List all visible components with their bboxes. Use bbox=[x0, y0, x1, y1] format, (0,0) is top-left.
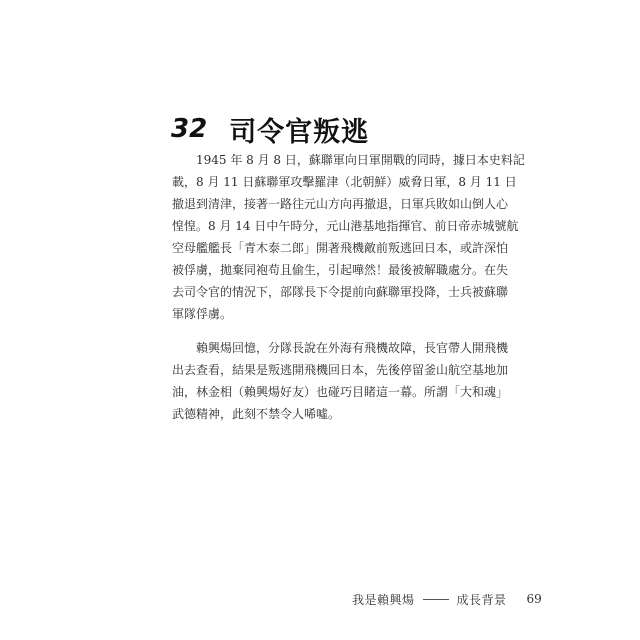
text-line: 油，林金相（賴興煬好友）也碰巧目睹這一幕。所謂「大和魂」 bbox=[172, 385, 509, 399]
body-text bbox=[172, 149, 525, 425]
chapter-heading bbox=[171, 109, 369, 149]
text-line: 去司令官的情況下，部隊長下令提前向蘇聯軍投降，士兵被蘇聯 bbox=[172, 285, 509, 299]
text-line: 武德精神，此刻不禁令人唏噓。 bbox=[172, 407, 341, 421]
text-line: 惶惶。8 月 14 日中午時分，元山港基地指揮官、前日帝赤城號航 bbox=[172, 219, 519, 233]
text-line: 撤退到清津，接著一路往元山方向再撤退，日軍兵敗如山倒人心 bbox=[172, 197, 509, 211]
text-line: 出去查看，結果是叛逃開飛機回日本，先後停留釜山航空基地加 bbox=[172, 363, 509, 377]
text-line: 被俘虜，拋棄同袍苟且偷生，引起嘩然！最後被解職處分。在失 bbox=[172, 263, 509, 277]
text-line: 賴興煬回憶，分隊長說在外海有飛機故障，長官帶人開飛機 bbox=[172, 341, 509, 355]
text-line: 載，8 月 11 日蘇聯軍攻擊羅津（北朝鮮）威脅日軍，8 月 11 日 bbox=[172, 175, 517, 189]
text-line: 空母艦艦長「青木泰二郎」開著飛機敵前叛逃回日本，或許深怕 bbox=[172, 241, 509, 255]
page-number: 69 bbox=[526, 592, 542, 606]
footer-dash bbox=[423, 599, 449, 600]
chapter-number: 32 bbox=[171, 114, 208, 144]
chapter-title: 司令官叛逃 bbox=[229, 116, 370, 148]
text-line: 軍隊俘虜。 bbox=[172, 307, 233, 321]
paragraph-2 bbox=[172, 337, 509, 425]
footer-book-title: 我是賴興煬 bbox=[352, 592, 415, 607]
running-footer bbox=[352, 589, 592, 609]
paragraph-spacer bbox=[172, 325, 472, 337]
text-line: 1945 年 8 月 8 日，蘇聯軍向日軍開戰的同時，據日本史料記 bbox=[172, 153, 525, 167]
footer-section: 成長背景 bbox=[456, 592, 507, 607]
paragraph-1 bbox=[172, 149, 525, 325]
